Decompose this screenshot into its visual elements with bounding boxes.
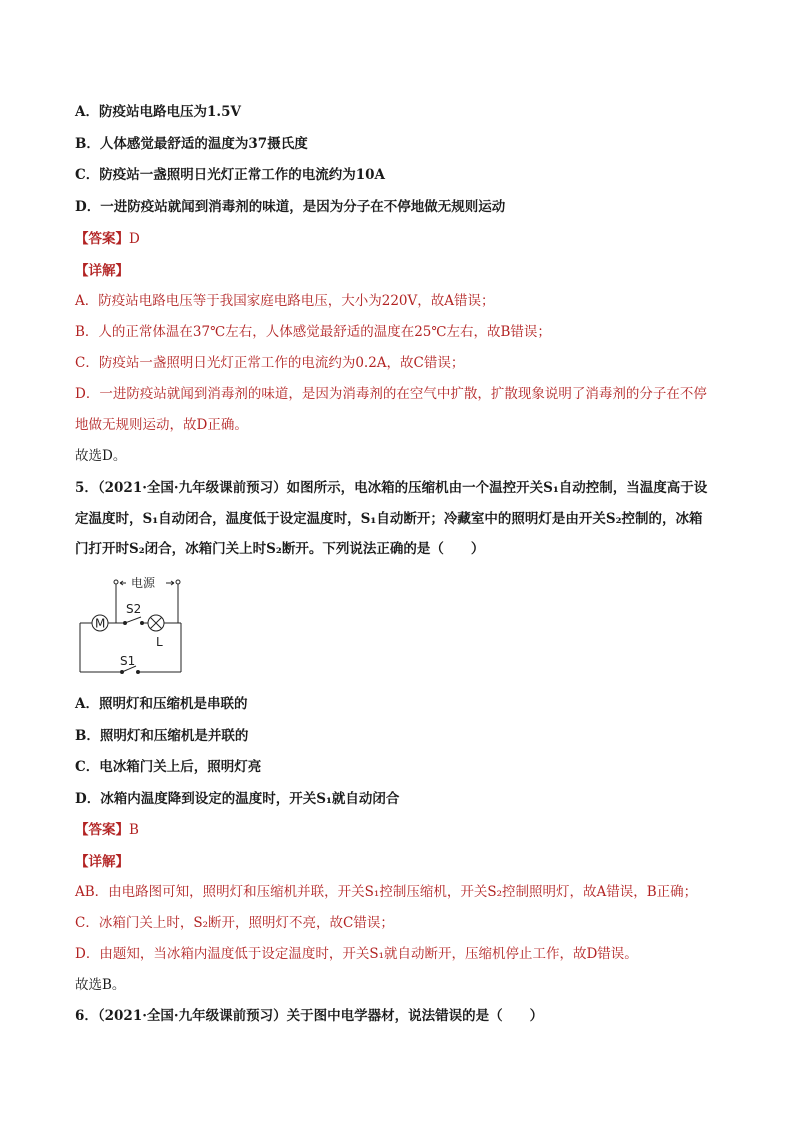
q4-option-a: A．防疫站电路电压为1.5V: [75, 104, 241, 120]
q4-answer: [75, 229, 140, 249]
switch1-label: S1: [120, 654, 136, 668]
q4-detail-c: C．防疫站一盏照明日光灯正常工作的电流约为0.2A，故C错误；: [75, 355, 465, 371]
q4-detail-a: A．防疫站电路电压等于我国家庭电路电压，大小为220V，故A错误；: [75, 293, 495, 309]
q5-stem-line3: 门打开时S₂闭合，冰箱门关上时S₂断开。下列说法正确的是（ ）: [75, 541, 485, 557]
power-terminal-right: [176, 580, 180, 584]
q4-detail-d-cont: 地做无规则运动，故D正确。: [75, 417, 248, 433]
q4-detail-d: D．一进防疫站就闻到消毒剂的味道，是因为消毒剂的在空气中扩散，扩散现象说明了消毒剂的分子在不停: [75, 386, 707, 402]
q5-stem-line2: 定温度时，S₁自动闭合，温度低于设定温度时，S₁自动断开；冷藏室中的照明灯是由开关S₂控制的，冰箱: [75, 511, 703, 527]
circuit-diagram: [78, 575, 188, 677]
answer-label: 【答案】: [75, 822, 129, 838]
q5-detail-ab: AB．由电路图可知，照明灯和压缩机并联，开关S₁控制压缩机，开关S₂控制照明灯，故A错误，B正确；: [75, 884, 698, 900]
q4-detail-b: B．人的正常体温在37℃左右，人体感觉最舒适的温度在25℃左右，故B错误；: [75, 324, 551, 340]
q5-detail-c: C．冰箱门关上时，S₂断开，照明灯不亮，故C错误；: [75, 915, 394, 931]
q5-option-c: C．电冰箱门关上后，照明灯亮: [75, 759, 262, 775]
answer-value: B: [129, 822, 139, 838]
q4-option-c: C．防疫站一盏照明日光灯正常工作的电流约为10A: [75, 167, 386, 183]
power-label: 电源: [131, 576, 156, 590]
q5-answer: [75, 820, 139, 840]
q5-option-b: B．照明灯和压缩机是并联的: [75, 728, 249, 744]
q5-conclusion: 故选B。: [75, 977, 126, 993]
q5-detail-d: D．由题知，当冰箱内温度低于设定温度时，开关S₁就自动断开，压缩机停止工作，故D错误。: [75, 946, 638, 962]
lamp-label: L: [156, 635, 163, 649]
answer-value: D: [129, 231, 140, 247]
q5-option-a: A．照明灯和压缩机是串联的: [75, 696, 248, 712]
switch2-label: S2: [126, 602, 142, 616]
q5-detail-label: 【详解】: [75, 854, 129, 870]
q5-stem-line1: 5．（2021·全国·九年级课前预习）如图所示，电冰箱的压缩机由一个温控开关S₁自动控制，当温度高于设: [75, 480, 708, 496]
q6-stem: 6．（2021·全国·九年级课前预习）关于图中电学器材，说法错误的是（ ）: [75, 1008, 544, 1024]
q4-conclusion: 故选D。: [75, 448, 127, 464]
answer-label: 【答案】: [75, 231, 129, 247]
q5-option-d: D．冰箱内温度降到设定的温度时，开关S₁就自动闭合: [75, 791, 400, 807]
q4-option-d: D．一进防疫站就闻到消毒剂的味道，是因为分子在不停地做无规则运动: [75, 199, 506, 215]
power-terminal-left: [114, 580, 118, 584]
q4-option-b: B．人体感觉最舒适的温度为37摄氏度: [75, 136, 308, 152]
q4-detail-label: 【详解】: [75, 263, 129, 279]
motor-label: M: [95, 616, 106, 631]
